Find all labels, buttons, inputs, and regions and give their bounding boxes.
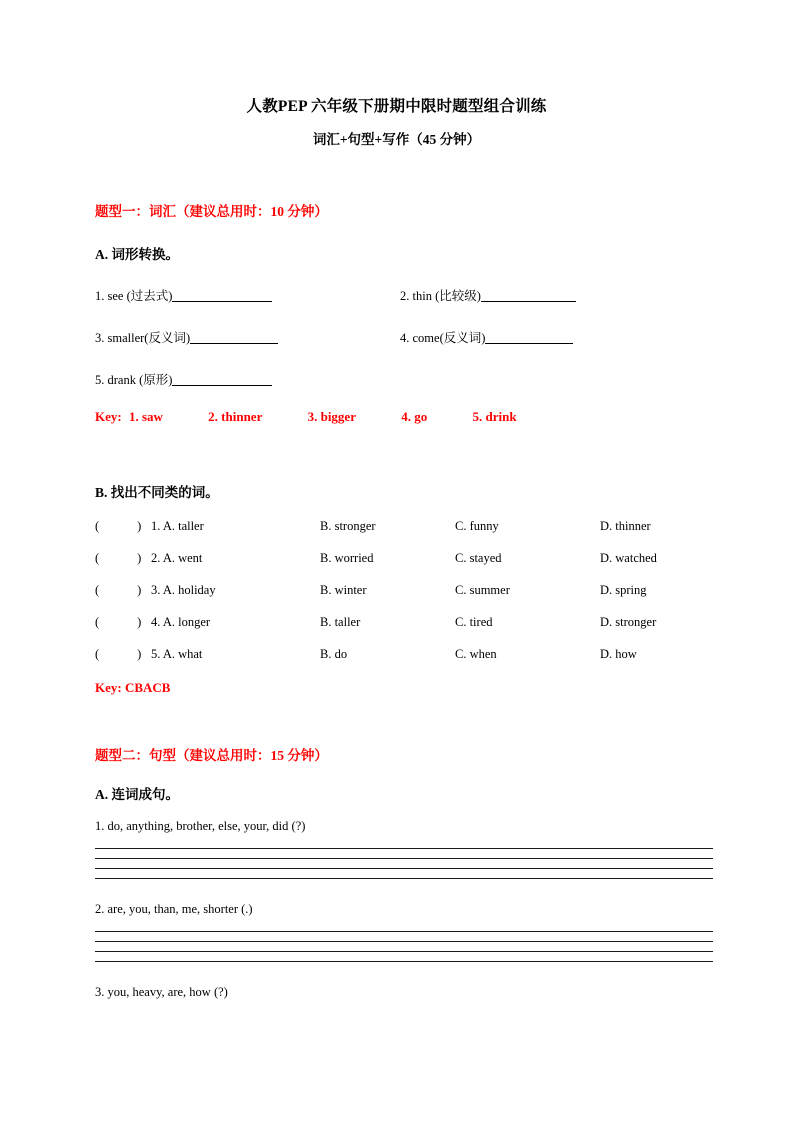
row-number: 2. [151, 551, 161, 565]
sentence-order-prompt-1 [95, 819, 305, 834]
choice-option-a[interactable] [151, 519, 204, 534]
item-number: 1. [95, 289, 105, 303]
prompt-text: you, heavy, are, how (?) [107, 985, 228, 999]
item-hint: (反义词) [439, 331, 486, 345]
document-subtitle: 词汇+句型+写作（45 分钟） [312, 132, 481, 148]
section-one-header: 题型一：词汇（建议总用时：10 分钟） [95, 204, 328, 219]
item-hint: (原形) [139, 373, 173, 387]
choice-option-c[interactable]: C. funny [455, 519, 499, 533]
choice-option-b[interactable]: B. do [320, 647, 348, 661]
option-a-text: A. longer [162, 615, 211, 629]
item-word: thin [412, 289, 432, 303]
answer-blank[interactable] [172, 373, 272, 386]
writing-rule [95, 848, 713, 849]
section-two-header: 题型二：句型（建议总用时：15 分钟） [95, 748, 328, 763]
prompt-text: are, you, than, me, shorter (.) [107, 902, 253, 916]
item-word: see [107, 289, 124, 303]
choice-option-d[interactable]: D. thinner [600, 519, 651, 533]
writing-rule [95, 868, 713, 869]
table-row [95, 615, 715, 633]
prompt-number: 3. [95, 985, 105, 999]
table-row [95, 519, 715, 537]
choice-bracket[interactable] [95, 615, 155, 630]
row-number: 4. [151, 615, 161, 629]
bracket-close: ) [137, 647, 142, 661]
sentence-order-prompt-2 [95, 902, 253, 917]
bracket-open: ( [95, 519, 100, 533]
answer-blank[interactable] [481, 289, 576, 302]
word-form-item-5 [95, 370, 272, 388]
choice-option-a[interactable] [151, 615, 210, 630]
item-hint: (过去式) [126, 289, 173, 303]
bracket-open: ( [95, 583, 100, 597]
section-one-part-a-key [95, 409, 517, 425]
key-item-2: 2. thinner [208, 409, 263, 424]
choice-bracket[interactable] [95, 647, 155, 662]
table-row [95, 551, 715, 569]
item-number: 3. [95, 331, 105, 345]
writing-rule [95, 961, 713, 962]
item-hint: (比较级) [435, 289, 481, 303]
item-hint: (反义词) [144, 331, 191, 345]
section-one-part-b-header: B. 找出不同类的词。 [95, 485, 219, 500]
answer-lines-1[interactable] [95, 848, 713, 879]
row-number: 3. [151, 583, 161, 597]
choice-option-c[interactable]: C. when [455, 647, 497, 661]
section-two-part-a-header: A. 连词成句。 [95, 787, 179, 802]
key-label: Key: [95, 409, 122, 424]
choice-option-d[interactable]: D. watched [600, 551, 657, 565]
section-one-part-a-header: A. 词形转换。 [95, 247, 179, 262]
document-title: 人教PEP 六年级下册期中限时题型组合训练 [246, 98, 547, 115]
choice-option-b[interactable]: B. taller [320, 615, 361, 629]
choice-option-b[interactable]: B. winter [320, 583, 367, 597]
choice-option-a[interactable] [151, 583, 216, 598]
bracket-close: ) [137, 519, 142, 533]
option-a-text: A. holiday [162, 583, 216, 597]
bracket-close: ) [137, 615, 142, 629]
choice-bracket[interactable] [95, 519, 155, 534]
option-a-text: A. taller [162, 519, 204, 533]
prompt-text: do, anything, brother, else, your, did (?) [107, 819, 306, 833]
title-block [0, 95, 793, 151]
choice-option-a[interactable] [151, 647, 202, 662]
key-item-5: 5. drink [472, 409, 517, 424]
answer-lines-2[interactable] [95, 931, 713, 962]
choice-bracket[interactable] [95, 583, 155, 598]
bracket-open: ( [95, 615, 100, 629]
word-form-item-1 [95, 286, 272, 304]
choice-option-a[interactable] [151, 551, 202, 566]
item-number: 5. [95, 373, 105, 387]
section-one-part-b-key: Key: CBACB [95, 680, 171, 695]
sentence-order-prompt-3 [95, 985, 228, 1000]
choice-option-b[interactable]: B. worried [320, 551, 374, 565]
word-form-item-3 [95, 328, 278, 346]
bracket-close: ) [137, 583, 142, 597]
option-a-text: A. what [162, 647, 203, 661]
prompt-number: 2. [95, 902, 105, 916]
key-item-3: 3. bigger [307, 409, 356, 424]
writing-rule [95, 951, 713, 952]
bracket-open: ( [95, 647, 100, 661]
row-number: 5. [151, 647, 161, 661]
choice-option-d[interactable]: D. how [600, 647, 637, 661]
writing-rule [95, 931, 713, 932]
choice-bracket[interactable] [95, 551, 155, 566]
key-item-4: 4. go [401, 409, 428, 424]
table-row [95, 647, 715, 665]
item-word: come [412, 331, 440, 345]
choice-option-c[interactable]: C. stayed [455, 551, 502, 565]
key-item-1: 1. saw [128, 409, 163, 424]
answer-blank[interactable] [190, 331, 278, 344]
prompt-number: 1. [95, 819, 105, 833]
writing-rule [95, 858, 713, 859]
bracket-close: ) [137, 551, 142, 565]
item-number: 4. [400, 331, 410, 345]
answer-blank[interactable] [485, 331, 573, 344]
choice-option-b[interactable]: B. stronger [320, 519, 376, 533]
item-number: 2. [400, 289, 410, 303]
writing-rule [95, 878, 713, 879]
table-row [95, 583, 715, 601]
row-number: 1. [151, 519, 161, 533]
choice-option-c[interactable]: C. tired [455, 615, 493, 629]
writing-rule [95, 941, 713, 942]
item-word: smaller [107, 331, 145, 345]
word-form-item-2 [400, 286, 576, 304]
choice-option-d[interactable]: D. stronger [600, 615, 657, 629]
bracket-open: ( [95, 551, 100, 565]
choice-option-c[interactable]: C. summer [455, 583, 510, 597]
choice-option-d[interactable]: D. spring [600, 583, 647, 597]
option-a-text: A. went [162, 551, 203, 565]
word-form-item-4 [400, 328, 573, 346]
item-word: drank [107, 373, 136, 387]
answer-blank[interactable] [172, 289, 272, 302]
